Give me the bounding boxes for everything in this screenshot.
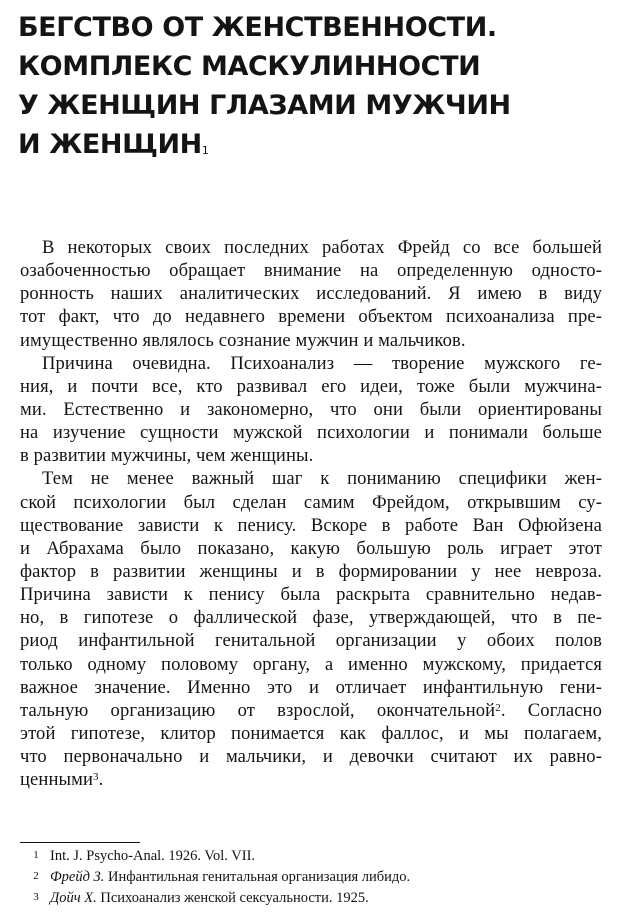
text-line: ществование зависти к пенису. Вскоре в работе Ван Офюйзена (20, 514, 602, 536)
text-line: важное значение. Именно это и отличает инфантильную гени- (20, 676, 602, 698)
title-line: У ЖЕНЩИН ГЛАЗАМИ МУЖЧИН (18, 90, 511, 121)
footnote-number: 1 (33, 849, 39, 861)
footnote-2 (22, 867, 582, 888)
title-line: КОМПЛЕКС МАСКУЛИННОСТИ (18, 51, 481, 82)
text-line: фактор в развитии женщины и в формировании у нее невроза. (20, 560, 602, 582)
footnote-ref-1: 1 (201, 144, 209, 157)
text-segment: ценными (20, 769, 94, 791)
text-segment: тальную организацию от взрослой, окончательной (20, 699, 496, 721)
footnote-number: 2 (33, 870, 39, 882)
footnote-3 (22, 888, 582, 909)
text-line: тот факт, что до недавнего времени объектом психоанализа пре- (20, 306, 602, 328)
text-segment: . Согласно (500, 699, 603, 721)
footnote-text: Психоанализ женской сексуальности. 1925. (96, 890, 369, 906)
text-line: Причина очевидна. Психоанализ — творение мужского ге- (42, 352, 602, 374)
footnote-1 (22, 846, 582, 867)
footnote-text: Инфантильная генитальная организация либидо. (104, 869, 411, 885)
title-line: БЕГСТВО ОТ ЖЕНСТВЕННОСТИ. (18, 12, 497, 43)
footnote-author: Дойч Х. (50, 890, 97, 906)
text-line: ния, и почти все, кто развивал его идеи, тоже были мужчина- (20, 375, 602, 397)
text-line: Тем не менее важный шаг к пониманию специфики жен- (42, 468, 602, 490)
text-line: в развитии мужчины, чем женщины. (20, 445, 314, 467)
text-line: риод инфантильной генитальной организации у обоих полов (20, 630, 602, 652)
title-line (18, 125, 598, 164)
text-line: на изучение сущности мужской психологии и понимали больше (20, 422, 602, 444)
text-line: но, в гипотезе о фаллической фазе, утверждающей, что в пе- (20, 607, 602, 629)
text-line: ми. Естественно и закономерно, что они были ориентированы (20, 398, 602, 420)
text-line: Причина зависти к пенису была раскрыта сравнительно недав- (20, 584, 602, 606)
footnote-number: 3 (33, 891, 39, 903)
chapter-title (18, 8, 598, 164)
text-line: этой гипотезе, клитор понимается как фаллос, и мы полагаем, (20, 722, 602, 744)
text-line: озабоченностью обращает внимание на определенную односто- (20, 260, 602, 282)
body-text (20, 236, 602, 791)
text-line: В некоторых своих последних работах Фрейд со все большей (42, 237, 602, 258)
footnotes (22, 846, 582, 909)
footnote-divider (20, 842, 140, 843)
text-line: ронность наших аналитических исследований. Я имею в виду (20, 283, 602, 305)
footnote-ref-3: 3 (93, 771, 99, 784)
text-line: ской психологии был сделан самим Фрейдом, открывшим су- (20, 491, 602, 513)
text-line: только одному половому органу, а именно мужскому, придается (20, 653, 602, 675)
text-line: и Абрахама было показано, какую большую роль играет этот (20, 537, 602, 559)
text-segment: . (98, 769, 104, 791)
text-line: что первоначально и мальчики, и девочки считают их равно- (20, 746, 602, 768)
footnote-author: Фрейд З. (50, 869, 105, 885)
footnote-ref-2: 2 (495, 701, 501, 714)
title-line-text: И ЖЕНЩИН (18, 129, 202, 160)
footnote-text: Int. J. Psycho-Anal. 1926. Vol. VII. (50, 848, 256, 864)
text-line (20, 768, 602, 791)
text-line (20, 699, 602, 722)
text-line: имущественно являлось сознание мужчин и мальчиков. (20, 329, 466, 351)
